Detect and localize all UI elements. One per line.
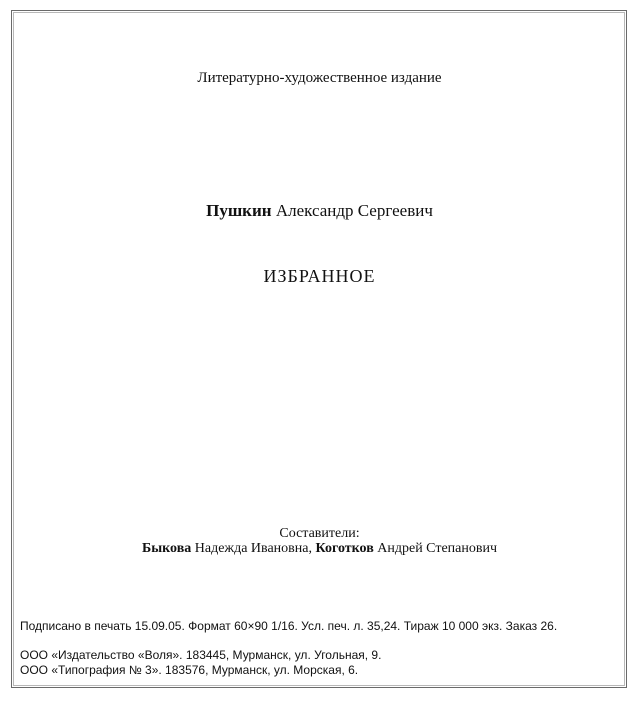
publisher-address: ООО «Издательство «Воля». 183445, Мурманск, ул. Угольная, 9. bbox=[20, 648, 382, 662]
page-border-inner bbox=[13, 12, 625, 686]
author-given-names: Александр Сергеевич bbox=[275, 201, 433, 220]
author-surname: Пушкин bbox=[206, 201, 272, 220]
compiler-1-given-names: Надежда Ивановна, bbox=[194, 541, 312, 556]
print-details: Подписано в печать 15.09.05. Формат 60×90 1/16. Усл. печ. л. 35,24. Тираж 10 000 экз. Заказ 26. bbox=[20, 619, 558, 633]
printer-address: ООО «Типография № 3». 183576, Мурманск, ул. Морская, 6. bbox=[20, 663, 359, 677]
genre-line: Литературно-художественное издание bbox=[197, 70, 442, 86]
compiler-2-surname: Коготков bbox=[315, 541, 374, 556]
compilers-line bbox=[0, 541, 639, 557]
author-line bbox=[0, 201, 639, 221]
compiler-2-given-names: Андрей Степанович bbox=[377, 541, 498, 556]
book-title: ИЗБРАННОЕ bbox=[263, 266, 376, 286]
compilers-label: Составители: bbox=[279, 526, 360, 541]
compiler-1-surname: Быкова bbox=[141, 541, 192, 556]
